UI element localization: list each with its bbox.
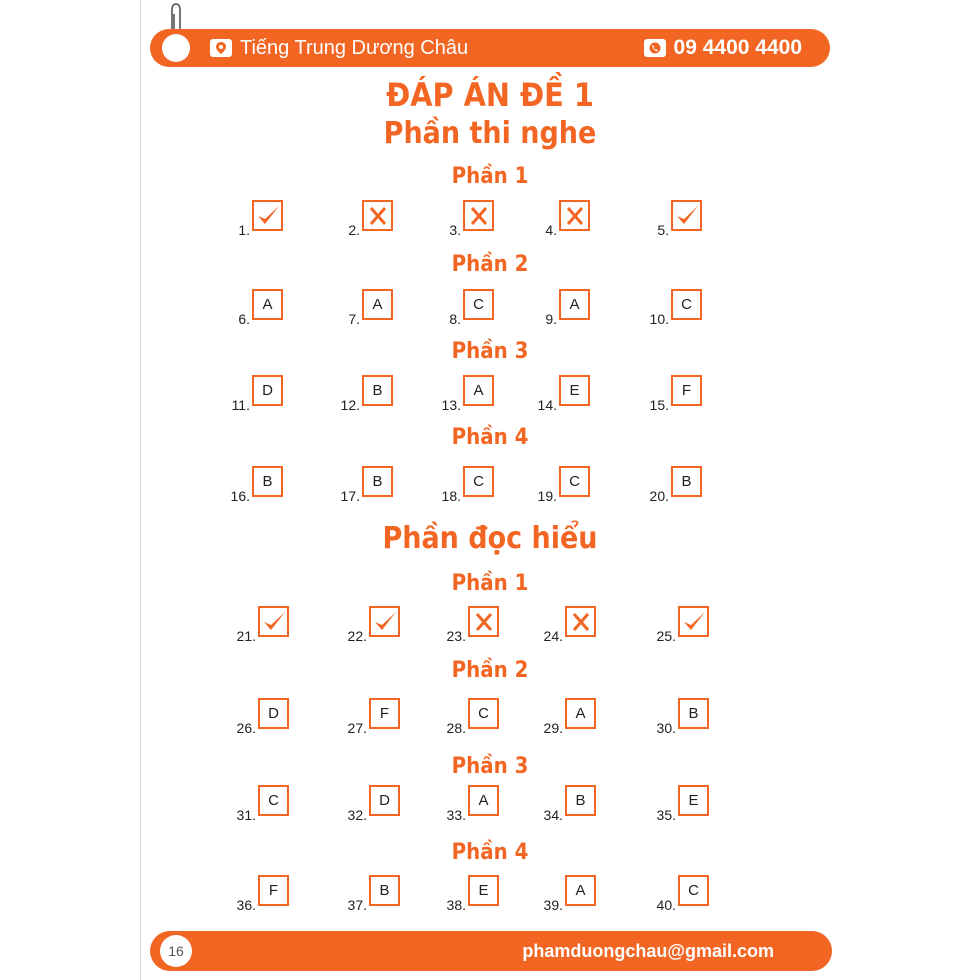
header-dot [162, 34, 190, 62]
answer-box: C [468, 698, 499, 729]
brand-name: Tiếng Trung Dương Châu [240, 36, 469, 59]
phone-icon [644, 39, 666, 57]
answer-item [635, 197, 702, 237]
page-number: 16 [160, 935, 192, 967]
question-number: 25. [656, 628, 676, 644]
answer-item [216, 372, 283, 412]
question-number: 12. [340, 397, 360, 413]
answer-box: B [369, 875, 400, 906]
answer-item [523, 463, 590, 503]
answer-item [326, 463, 393, 503]
reading-part-1-label: Phần 1 [451, 571, 529, 596]
answer-item [326, 372, 393, 412]
question-number: 30. [656, 720, 676, 736]
question-number: 20. [649, 488, 669, 504]
cross-mark-icon [468, 606, 499, 637]
listening-heading: Phần thi nghe [383, 116, 597, 151]
answer-box: F [258, 875, 289, 906]
question-number: 5. [657, 222, 669, 238]
question-number: 39. [543, 897, 563, 913]
answer-item [427, 286, 494, 326]
answer-item [635, 286, 702, 326]
answer-box: B [565, 785, 596, 816]
reading-heading: Phần đọc hiểu [382, 521, 598, 556]
question-number: 4. [545, 222, 557, 238]
answer-item [432, 872, 499, 912]
answer-item [523, 372, 590, 412]
answer-item [333, 782, 400, 822]
listening-part-3-label: Phần 3 [451, 339, 529, 364]
question-number: 31. [236, 807, 256, 823]
answer-item [642, 872, 709, 912]
location-pin-icon [210, 39, 232, 57]
listening-part-2-row [0, 286, 980, 326]
answer-item [222, 872, 289, 912]
check-mark-icon [252, 200, 283, 231]
question-number: 21. [236, 628, 256, 644]
reading-part-3-row [0, 782, 980, 822]
answer-box: C [559, 466, 590, 497]
answer-item [432, 782, 499, 822]
answer-item [216, 197, 283, 237]
listening-part-4-label: Phần 4 [451, 425, 529, 450]
answer-box: F [369, 698, 400, 729]
answer-box: E [678, 785, 709, 816]
answer-item [642, 603, 709, 643]
answer-item [642, 695, 709, 735]
answer-item [333, 695, 400, 735]
answer-box: C [463, 466, 494, 497]
question-number: 10. [649, 311, 669, 327]
question-number: 37. [347, 897, 367, 913]
question-number: 34. [543, 807, 563, 823]
question-number: 7. [348, 311, 360, 327]
question-number: 36. [236, 897, 256, 913]
answer-item [222, 603, 289, 643]
question-number: 24. [543, 628, 563, 644]
check-mark-icon [678, 606, 709, 637]
reading-part-4-label: Phần 4 [451, 840, 529, 865]
answer-item [523, 286, 590, 326]
answer-item [635, 372, 702, 412]
answer-item [529, 782, 596, 822]
answer-box: A [252, 289, 283, 320]
answer-box: F [671, 375, 702, 406]
check-mark-icon [369, 606, 400, 637]
answer-box: C [258, 785, 289, 816]
header-phone [644, 29, 802, 67]
question-number: 17. [340, 488, 360, 504]
answer-box: A [565, 875, 596, 906]
answer-box: B [671, 466, 702, 497]
answer-item [427, 463, 494, 503]
answer-box: E [559, 375, 590, 406]
answer-item [432, 695, 499, 735]
question-number: 38. [446, 897, 466, 913]
answer-box: C [671, 289, 702, 320]
answer-box: C [463, 289, 494, 320]
header-bar [150, 29, 830, 67]
question-number: 18. [441, 488, 461, 504]
answer-item [222, 695, 289, 735]
question-number: 26. [236, 720, 256, 736]
question-number: 29. [543, 720, 563, 736]
reading-part-4-row [0, 872, 980, 912]
cross-mark-icon [565, 606, 596, 637]
answer-item [432, 603, 499, 643]
answer-box: A [362, 289, 393, 320]
question-number: 9. [545, 311, 557, 327]
answer-item [326, 197, 393, 237]
cross-mark-icon [463, 200, 494, 231]
header-brand [210, 29, 468, 67]
question-number: 32. [347, 807, 367, 823]
answer-item [222, 782, 289, 822]
reading-part-2-label: Phần 2 [451, 658, 529, 683]
listening-part-4-row [0, 463, 980, 503]
answer-box: B [252, 466, 283, 497]
question-number: 11. [231, 397, 250, 413]
question-number: 2. [348, 222, 360, 238]
question-number: 22. [347, 628, 367, 644]
listening-part-1-row [0, 197, 980, 237]
listening-part-3-row [0, 372, 980, 412]
reading-part-1-row [0, 603, 980, 643]
question-number: 15. [649, 397, 669, 413]
answer-item [529, 872, 596, 912]
answer-box: A [468, 785, 499, 816]
check-mark-icon [671, 200, 702, 231]
answer-box: B [362, 466, 393, 497]
answer-item [427, 372, 494, 412]
cross-mark-icon [559, 200, 590, 231]
answer-box: A [559, 289, 590, 320]
answer-item [635, 463, 702, 503]
listening-part-1-label: Phần 1 [451, 164, 529, 189]
question-number: 33. [446, 807, 466, 823]
question-number: 23. [446, 628, 466, 644]
question-number: 27. [347, 720, 367, 736]
answer-box: C [678, 875, 709, 906]
answer-box: D [369, 785, 400, 816]
answer-item [216, 463, 283, 503]
question-number: 1. [238, 222, 250, 238]
answer-item [427, 197, 494, 237]
question-number: 3. [449, 222, 461, 238]
phone-number: 09 4400 4400 [673, 36, 802, 59]
footer-bar [150, 931, 832, 971]
answer-item [529, 695, 596, 735]
question-number: 16. [230, 488, 250, 504]
answer-item [642, 782, 709, 822]
answer-box: A [463, 375, 494, 406]
answer-box: D [258, 698, 289, 729]
question-number: 13. [441, 397, 461, 413]
answer-box: B [678, 698, 709, 729]
question-number: 14. [537, 397, 557, 413]
question-number: 19. [537, 488, 557, 504]
answer-item [333, 872, 400, 912]
reading-part-2-row [0, 695, 980, 735]
answer-box: A [565, 698, 596, 729]
question-number: 35. [656, 807, 676, 823]
reading-part-3-label: Phần 3 [451, 754, 529, 779]
question-number: 6. [238, 311, 250, 327]
cross-mark-icon [362, 200, 393, 231]
answer-item [326, 286, 393, 326]
page-title: ĐÁP ÁN ĐỀ 1 [386, 76, 594, 114]
answer-item [529, 603, 596, 643]
answer-box: D [252, 375, 283, 406]
answer-item [523, 197, 590, 237]
answer-box: B [362, 375, 393, 406]
check-mark-icon [258, 606, 289, 637]
question-number: 28. [446, 720, 466, 736]
footer-email: phamduongchau@gmail.com [522, 940, 774, 961]
listening-part-2-label: Phần 2 [451, 252, 529, 277]
answer-item [333, 603, 400, 643]
question-number: 8. [449, 311, 461, 327]
question-number: 40. [656, 897, 676, 913]
answer-item [216, 286, 283, 326]
answer-box: E [468, 875, 499, 906]
